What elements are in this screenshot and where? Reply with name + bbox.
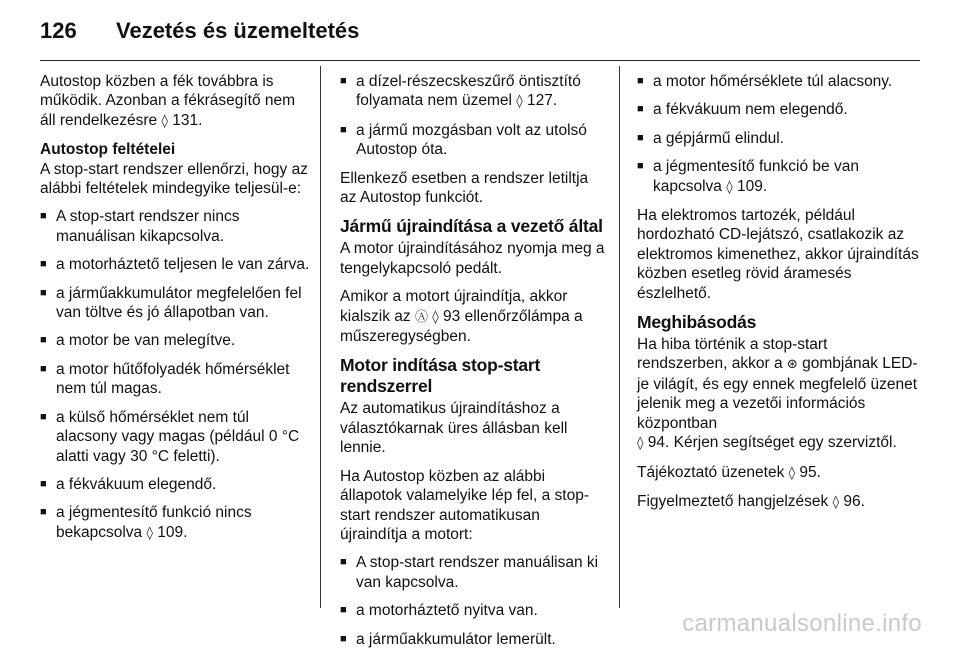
list-item: ■ A stop-start rendszer nincs manuálisan kikapcsolva. xyxy=(40,207,312,246)
list-item: ■ a motorháztető teljesen le van zárva. xyxy=(40,255,312,274)
section-heading-malfunction: Meghibásodás xyxy=(637,312,757,333)
page-ref-icon: ◊ xyxy=(432,309,439,325)
intro-paragraph: Autostop közben a fék továbbra is működik. Azonban a fékrásegítő nem áll rendelkezésre ◊ 131. xyxy=(40,73,296,129)
column-divider-1 xyxy=(320,66,321,608)
paragraph: Ha hiba történik a stop-start rendszerben, akkor a ⊛ gombjának LED-je világít, és egy ennek megfelelő üzenet jelenik meg a vezetői információs központban ◊ 94. Kérjen segítséget egy szerviztől. xyxy=(637,336,918,452)
conditions-intro: A stop-start rendszer ellenőrzi, hogy az alábbi feltételek mindegyike teljesül-e: xyxy=(40,160,308,198)
list-item: ■ a fékvákuum elegendő. xyxy=(40,475,312,494)
page-title: Vezetés és üzemeltetés xyxy=(116,18,360,43)
column-3 xyxy=(637,72,921,521)
list-item: ■ A stop-start rendszer manuálisan ki van kapcsolva. xyxy=(340,553,608,592)
paragraph: Ha elektromos tartozék, például hordozható CD-lejátszó, csatlakozik az elektromos kimenethez, akkor újraindítás közben esetleg rövid áramesés észlelhető. xyxy=(637,207,919,302)
autostop-indicator-icon: Ⓐ xyxy=(414,309,428,325)
page-ref: 131. xyxy=(172,111,203,129)
list-item: ■ a fékvákuum nem elegendő. xyxy=(637,100,921,119)
list-item: ■ a külső hőmérséklet nem túl alacsony vagy magas (például 0 °C alatti vagy 30 °C feletti). xyxy=(40,408,312,466)
paragraph: Az automatikus újraindításhoz a választókarnak üres állásban kell lennie. xyxy=(340,400,568,457)
list-item: ■ a dízel-részecskeszűrő öntisztító folyamata nem üzemel ◊ 127. xyxy=(340,72,608,112)
page-ref: 109. xyxy=(157,523,188,541)
column-divider-2 xyxy=(619,66,620,608)
page-ref-icon: ◊ xyxy=(832,494,840,510)
page-header xyxy=(40,10,920,54)
paragraph: Amikor a motort újraindítja, akkor kialszik az Ⓐ ◊ 93 ellenőrzőlámpa a műszeregységben. xyxy=(340,288,583,346)
list-item: ■ a jégmentesítő funkció nincs bekapcsolva ◊ 109. xyxy=(40,503,312,543)
list-item: ■ a jármű mozgásban volt az utolsó Autostop óta. xyxy=(340,121,608,160)
paragraph: Ha Autostop közben az alábbi állapotok valamelyike lép fel, a stop-start rendszer automatikusan újraindítja a motort: xyxy=(340,467,589,543)
eco-button-icon: ⊛ xyxy=(786,357,798,373)
conditions-list-continued xyxy=(340,72,608,160)
restart-conditions-list-continued xyxy=(637,72,921,197)
list-item: ■ a motor hűtőfolyadék hőmérséklet nem túl magas. xyxy=(40,360,312,399)
paragraph: A motor újraindításához nyomja meg a tengelykapcsoló pedált. xyxy=(340,240,605,277)
paragraph: Ellenkező esetben a rendszer letiltja az Autostop funkciót. xyxy=(340,169,589,207)
section-heading-engine-start: Motor indítása stop-start rendszerrel xyxy=(340,355,541,397)
list-item: ■ a jégmentesítő funkció be van kapcsolva ◊ 109. xyxy=(637,157,921,197)
page-ref-icon: ◊ xyxy=(637,436,644,452)
list-item: ■ a járműakkumulátor megfelelően fel van töltve és jó állapotban van. xyxy=(40,284,312,323)
page-ref-icon: ◊ xyxy=(516,94,523,110)
section-heading-driver-restart: Jármű újraindítása a vezető által xyxy=(340,216,603,237)
header-rule xyxy=(40,60,920,61)
page-ref: 95. xyxy=(799,463,821,481)
page-ref: 93 xyxy=(443,307,461,325)
page-ref: 94. xyxy=(647,434,670,452)
column-1 xyxy=(40,72,312,552)
list-item: ■ a motor hőmérséklete túl alacsony. xyxy=(637,72,921,91)
list-item: ■ a járműakkumulátor lemerült. xyxy=(340,630,608,649)
page-ref-icon: ◊ xyxy=(726,179,733,195)
page-ref-icon: ◊ xyxy=(146,525,153,541)
paragraph: Figyelmeztető hangjelzések ◊ 96. xyxy=(637,492,865,510)
paragraph: Tájékoztató üzenetek ◊ 95. xyxy=(637,463,821,481)
list-item: ■ a motorháztető nyitva van. xyxy=(340,601,608,620)
list-item: ■ a gépjármű elindul. xyxy=(637,129,921,148)
page-number: 126 xyxy=(40,18,77,43)
conditions-list xyxy=(40,207,312,543)
list-item: ■ a motor be van melegítve. xyxy=(40,331,312,350)
restart-conditions-list xyxy=(340,553,608,649)
page-ref-icon: ◊ xyxy=(161,113,168,129)
page-ref: 127. xyxy=(527,92,558,110)
column-2 xyxy=(340,72,608,658)
page-ref: 96. xyxy=(843,492,865,510)
page-ref: 109. xyxy=(737,177,768,195)
subheading-autostop-conditions: Autostop feltételei xyxy=(40,141,176,159)
watermark: carmanualsonline.info xyxy=(682,610,922,637)
page-ref-icon: ◊ xyxy=(788,465,796,481)
